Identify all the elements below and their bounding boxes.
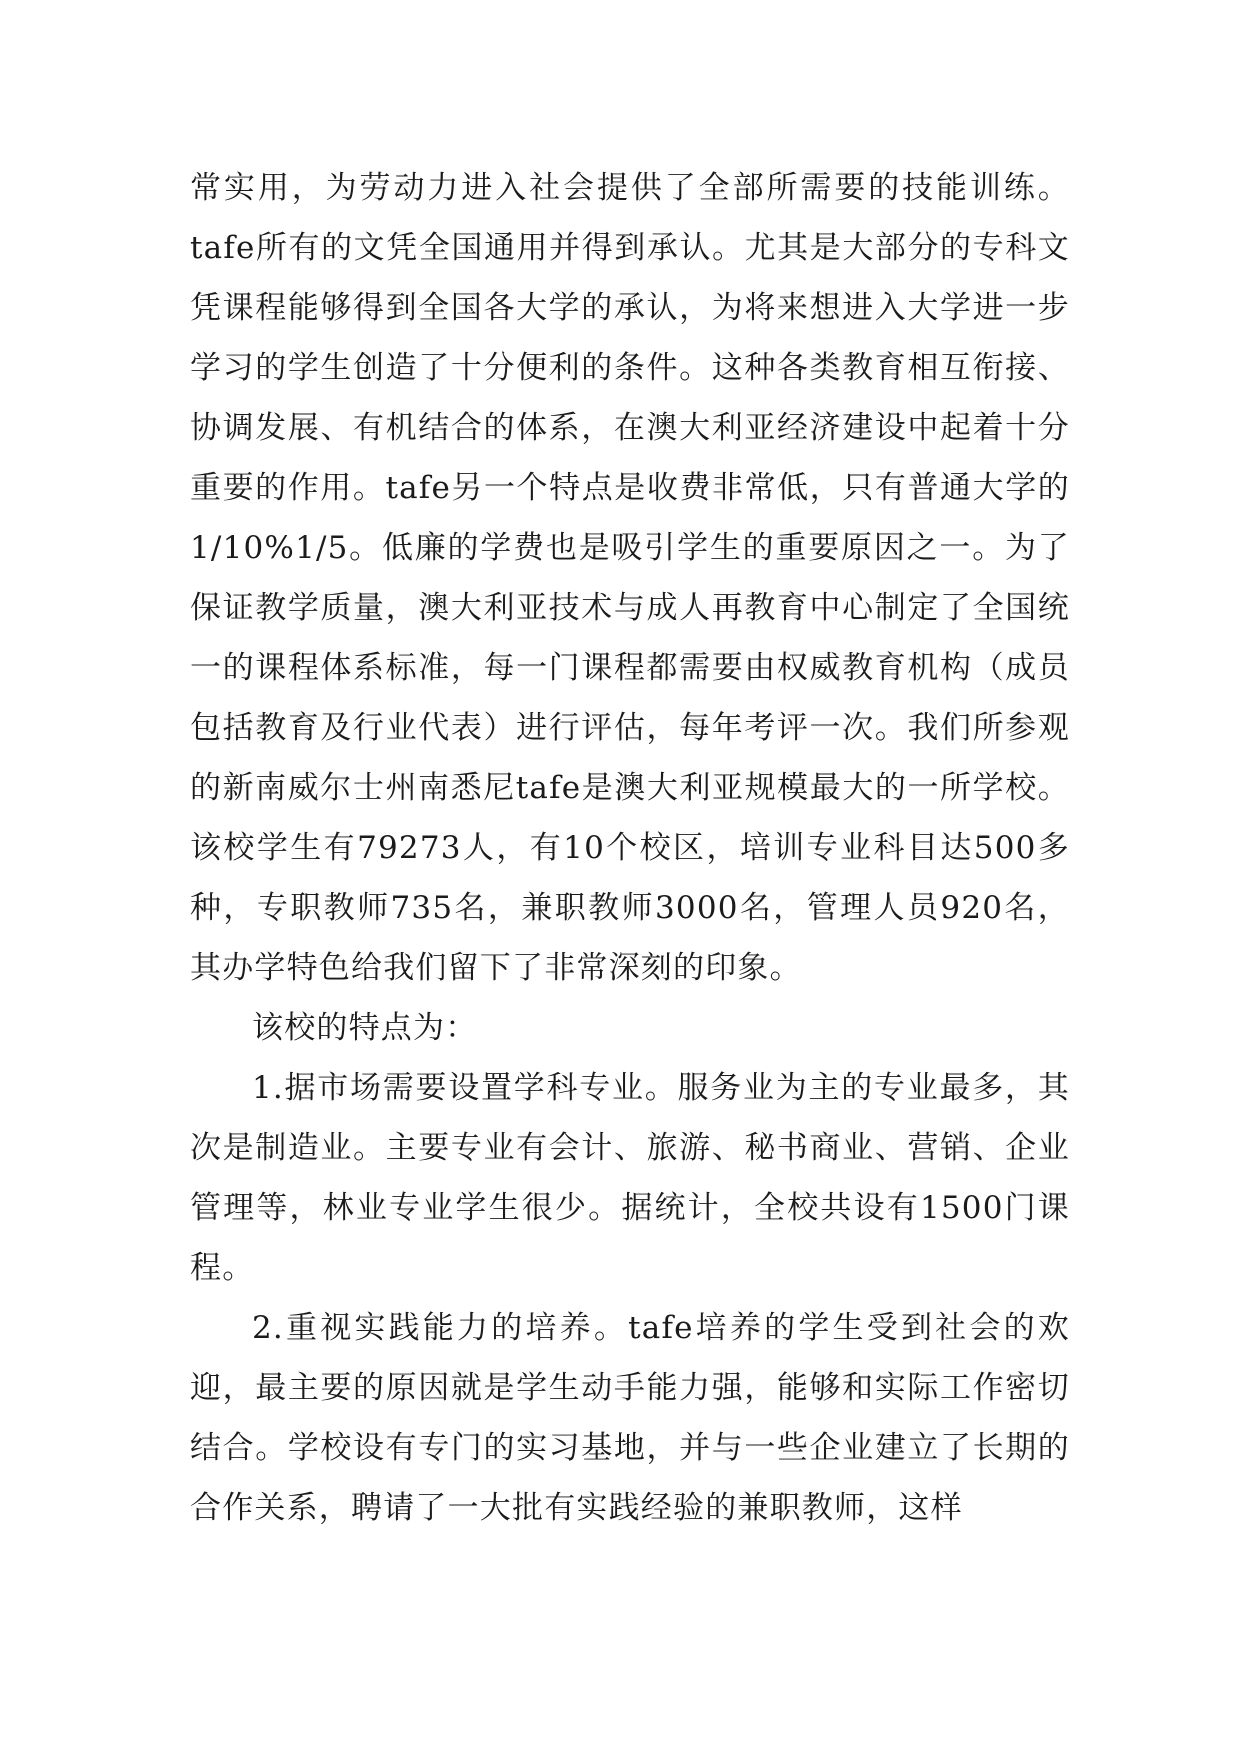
paragraph-continuation: 常实用，为劳动力进入社会提供了全部所需要的技能训练。tafe所有的文凭全国通用并得到承认。尤其是大部分的专科文凭课程能够得到全国各大学的承认，为将来想进入大学进一步学习的学生创造了十分便利的条件。这种各类教育相互衔接、协调发展、有机结合的体系，在澳大利亚经济建设中起着十分重要的作用。tafe另一个特点是收费非常低，只有普通大学的1/10%1/5。低廉的学费也是吸引学生的重要原因之一。为了保证教学质量，澳大利亚技术与成人再教育中心制定了全国统一的课程体系标准，每一门课程都需要由权威教育机构（成员包括教育及行业代表）进行评估，每年考评一次。我们所参观的新南威尔士州南悉尼tafe是澳大利亚规模最大的一所学校。该校学生有79273人，有10个校区，培训专业科目达500多种，专职教师735名，兼职教师3000名，管理人员920名，其办学特色给我们留下了非常深刻的印象。 bbox=[190, 170, 1070, 986]
document-body bbox=[190, 158, 1070, 1538]
paragraph-point-2: 2.重视实践能力的培养。tafe培养的学生受到社会的欢迎，最主要的原因就是学生动手能力强，能够和实际工作密切结合。学校设有专门的实习基地，并与一些企业建立了长期的合作关系，聘请了一大批有实践经验的兼职教师，这样 bbox=[190, 1310, 1070, 1526]
paragraph-point-1: 1.据市场需要设置学科专业。服务业为主的专业最多，其次是制造业。主要专业有会计、旅游、秘书商业、营销、企业管理等，林业专业学生很少。据统计，全校共设有1500门课程。 bbox=[190, 1070, 1070, 1286]
paragraph-features-intro: 该校的特点为： bbox=[252, 1010, 478, 1046]
